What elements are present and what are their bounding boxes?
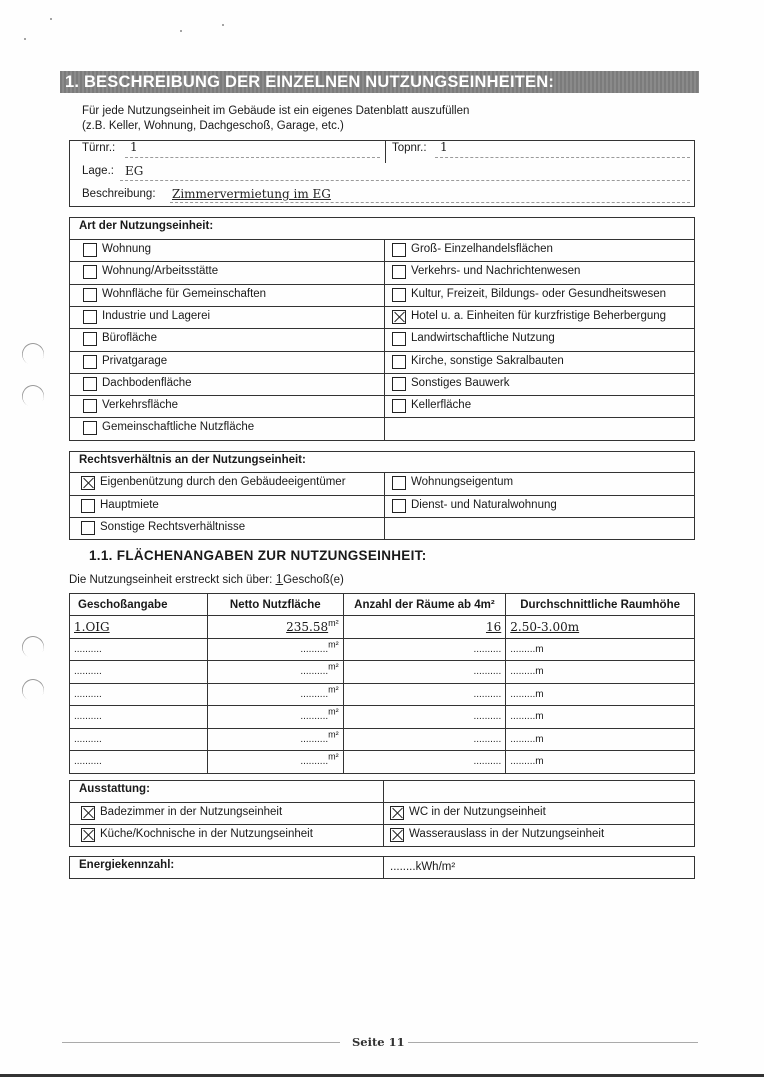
table-cell <box>343 706 506 729</box>
punch-hole-mark <box>18 339 48 369</box>
fill-line <box>125 157 380 158</box>
recht-option-label: Wohnungseigentum <box>411 476 514 488</box>
recht-option-label: Sonstige Rechtsverhältnisse <box>100 521 246 533</box>
divider <box>69 373 695 374</box>
recht-option-checkbox[interactable] <box>81 476 95 490</box>
flaeche-value[interactable]: .......... <box>300 756 329 768</box>
beschreibung-label: Beschreibung: <box>82 188 156 200</box>
unit-m2: m² <box>328 661 339 672</box>
table-row <box>70 706 695 729</box>
flaeche-value[interactable]: .......... <box>300 733 329 745</box>
art-option-label: Verkehrsfläche <box>102 399 179 412</box>
divider <box>69 351 695 352</box>
geschoss-value[interactable]: .......... <box>74 643 102 655</box>
intro-line: Für jede Nutzungseinheit im Gebäude ist ein eigenes Datenblatt auszufüllen <box>82 105 470 117</box>
ausstattung-option-label: Wasserauslass in der Nutzungseinheit <box>409 828 605 840</box>
footer-rule <box>62 1042 340 1043</box>
art-option-label: Kirche, sonstige Sakralbauten <box>411 354 564 367</box>
art-option-label: Wohnung <box>102 243 152 255</box>
divider <box>384 239 385 441</box>
art-option-label: Dachbodenfläche <box>102 376 192 389</box>
geschoss-value[interactable]: 1.OIG <box>74 619 110 634</box>
table-cell <box>506 728 695 751</box>
raeume-value[interactable]: .......... <box>473 711 502 723</box>
unit-m2: m² <box>328 684 339 695</box>
energie-unit: kWh/m² <box>415 861 456 873</box>
hoehe-value[interactable]: .........m <box>510 688 544 700</box>
art-option-checkbox[interactable] <box>83 355 97 369</box>
divider <box>69 417 695 418</box>
table-cell <box>506 616 695 639</box>
divider <box>69 472 695 473</box>
fill-line <box>435 157 690 158</box>
geschoss-value[interactable]: .......... <box>74 756 102 768</box>
ausstattung-option-checkbox[interactable] <box>390 828 404 842</box>
table-cell <box>70 751 208 774</box>
tuernr-value[interactable]: 1 <box>130 140 138 154</box>
art-option-checkbox[interactable] <box>83 332 97 346</box>
ausstattung-option-checkbox[interactable] <box>81 828 95 842</box>
divider <box>384 472 385 540</box>
fill-line <box>120 180 690 181</box>
divider <box>69 517 695 518</box>
art-option-checkbox[interactable] <box>83 399 97 413</box>
recht-option-checkbox[interactable] <box>392 499 406 513</box>
table-cell <box>343 751 506 774</box>
divider <box>69 306 695 307</box>
table-cell <box>506 661 695 684</box>
id-block <box>69 140 695 207</box>
table-cell <box>207 616 343 639</box>
table-cell <box>506 683 695 706</box>
art-option-label: Industrie und Lagerei <box>102 309 211 322</box>
raeume-value[interactable]: .......... <box>473 756 502 768</box>
art-option-label: Kultur, Freizeit, Bildungs- oder Gesundheitswesen <box>411 287 667 300</box>
scan-speck <box>180 30 182 32</box>
unit-m2: m² <box>328 729 339 740</box>
spans-value[interactable]: 1 <box>275 572 284 586</box>
hoehe-value[interactable]: .........m <box>510 733 544 745</box>
unit-m2: m² <box>328 617 339 628</box>
art-option-checkbox[interactable] <box>83 288 97 302</box>
intro-line: (z.B. Keller, Wohnung, Dachgeschoß, Garage, etc.) <box>82 120 344 132</box>
table-cell <box>70 706 208 729</box>
art-option-label: Kellerfläche <box>411 399 472 412</box>
scan-speck <box>222 24 224 26</box>
art-option-checkbox[interactable] <box>392 265 406 279</box>
raeume-value[interactable]: .......... <box>473 643 502 655</box>
table-row <box>70 751 695 774</box>
table-cell <box>70 661 208 684</box>
table-cell <box>506 751 695 774</box>
art-option-label: Privatgarage <box>102 354 168 367</box>
spans-unit: Geschoß(e) <box>283 574 344 586</box>
raeume-value[interactable]: .......... <box>473 688 502 700</box>
raeume-value[interactable]: .......... <box>473 666 502 678</box>
art-option-label: Gemeinschaftliche Nutzfläche <box>102 421 255 434</box>
art-option-label: Verkehrs- und Nachrichtenwesen <box>411 265 581 278</box>
ausstattung-option-checkbox[interactable] <box>390 806 404 820</box>
energie-value: ........ <box>390 861 416 873</box>
art-title: Art der Nutzungseinheit: <box>79 220 214 232</box>
divider <box>385 140 386 163</box>
flaeche-value[interactable]: .......... <box>300 666 329 678</box>
ausstattung-option-label: Küche/Kochnische in der Nutzungseinheit <box>100 828 313 840</box>
tuernr-label: Türnr.: <box>82 142 116 154</box>
col-header: Anzahl der Räume ab 4m² <box>343 594 506 616</box>
hoehe-value[interactable]: .........m <box>510 666 544 678</box>
table-cell <box>70 638 208 661</box>
table-cell <box>343 661 506 684</box>
table-cell <box>343 638 506 661</box>
table-cell <box>207 728 343 751</box>
energie-field[interactable] <box>390 861 455 873</box>
art-option-label: Wohnung/Arbeitsstätte <box>102 265 219 278</box>
hoehe-value[interactable]: .........m <box>510 711 544 723</box>
table-cell <box>343 616 506 639</box>
ausstattung-option-label: Badezimmer in der Nutzungseinheit <box>100 806 283 818</box>
col-header: Geschoßangabe <box>70 594 208 616</box>
art-option-label: Bürofläche <box>102 332 157 345</box>
recht-option-label: Eigenbenützung durch den Gebäudeeigentümer <box>100 476 346 488</box>
unit-m2: m² <box>328 639 339 650</box>
art-option-checkbox[interactable] <box>83 243 97 257</box>
table-cell <box>207 638 343 661</box>
topnr-value[interactable]: 1 <box>440 140 448 154</box>
fill-line <box>170 202 690 203</box>
punch-hole-mark <box>18 675 48 705</box>
punch-hole-mark <box>18 381 48 411</box>
divider <box>69 495 695 496</box>
recht-title: Rechtsverhältnis an der Nutzungseinheit: <box>79 454 306 466</box>
col-header: Netto Nutzfläche <box>207 594 343 616</box>
scan-edge <box>0 1074 764 1077</box>
art-option-label: Groß- Einzelhandelsflächen <box>411 243 553 255</box>
art-option-checkbox[interactable] <box>392 310 406 324</box>
lage-value[interactable]: EG <box>125 164 144 178</box>
col-header: Durchschnittliche Raumhöhe <box>506 594 695 616</box>
recht-option-checkbox[interactable] <box>392 476 406 490</box>
hoehe-value[interactable]: .........m <box>510 756 544 768</box>
divider <box>69 395 695 396</box>
art-option-checkbox[interactable] <box>392 355 406 369</box>
table-row <box>70 616 695 639</box>
ausstattung-title: Ausstattung: <box>79 783 150 795</box>
section-banner: 1. BESCHREIBUNG DER EINZELNEN NUTZUNGSEINHEITEN: <box>60 71 699 93</box>
table-row <box>70 661 695 684</box>
recht-option-label: Hauptmiete <box>100 498 159 511</box>
table-cell <box>207 706 343 729</box>
table-cell <box>207 661 343 684</box>
table-cell <box>343 728 506 751</box>
lage-label: Lage.: <box>82 165 114 177</box>
divider <box>69 328 695 329</box>
hoehe-value[interactable]: .........m <box>510 643 544 655</box>
spans-label: Die Nutzungseinheit erstreckt sich über: <box>69 574 276 586</box>
intro-text <box>82 104 469 134</box>
scan-speck <box>24 38 26 40</box>
raeume-value[interactable]: 16 <box>485 619 502 634</box>
art-option-label: Wohnfläche für Gemeinschaften <box>102 287 267 300</box>
table-header-row <box>70 594 695 616</box>
unit-m2: m² <box>328 751 339 762</box>
hoehe-value[interactable]: 2.50-3.00m <box>510 619 580 634</box>
geschoss-span-line <box>69 572 344 586</box>
divider <box>69 802 695 803</box>
flaeche-value[interactable]: .......... <box>300 711 329 723</box>
table-cell <box>207 751 343 774</box>
divider <box>69 824 695 825</box>
energie-title: Energiekennzahl: <box>79 859 175 871</box>
flaeche-value[interactable]: .......... <box>300 643 329 655</box>
flaechen-heading: 1.1. FLÄCHENANGABEN ZUR NUTZUNGSEINHEIT: <box>89 548 427 563</box>
divider <box>69 261 695 262</box>
unit-m2: m² <box>328 706 339 717</box>
table-cell <box>343 683 506 706</box>
geschoss-value[interactable]: .......... <box>74 733 102 745</box>
geschoss-value[interactable]: .......... <box>74 688 102 700</box>
art-option-checkbox[interactable] <box>392 288 406 302</box>
art-option-checkbox[interactable] <box>392 243 406 257</box>
footer-rule <box>408 1042 698 1043</box>
table-cell <box>70 683 208 706</box>
topnr-label: Topnr.: <box>392 142 427 154</box>
art-option-label: Sonstiges Bauwerk <box>411 376 510 389</box>
art-option-label: Landwirtschaftliche Nutzung <box>411 332 555 345</box>
punch-hole-mark <box>18 632 48 662</box>
geschoss-value[interactable]: .......... <box>74 666 102 678</box>
divider <box>383 780 384 847</box>
table-cell <box>70 616 208 639</box>
scan-speck <box>50 18 52 20</box>
art-option-checkbox[interactable] <box>83 310 97 324</box>
table-cell <box>70 728 208 751</box>
ausstattung-option-checkbox[interactable] <box>81 806 95 820</box>
beschreibung-value[interactable]: Zimmervermietung im EG <box>172 187 331 201</box>
recht-option-checkbox[interactable] <box>81 499 95 513</box>
art-option-checkbox[interactable] <box>392 332 406 346</box>
table-row <box>70 683 695 706</box>
geschoss-value[interactable]: .......... <box>74 711 102 723</box>
table-cell <box>207 683 343 706</box>
table-row <box>70 638 695 661</box>
table-body <box>70 616 695 774</box>
divider <box>383 856 384 879</box>
recht-option-checkbox[interactable] <box>81 521 95 535</box>
divider <box>69 239 695 240</box>
art-option-checkbox[interactable] <box>83 265 97 279</box>
ausstattung-option-label: WC in der Nutzungseinheit <box>409 806 546 818</box>
flaechen-table <box>69 593 695 774</box>
art-option-checkbox[interactable] <box>83 377 97 391</box>
recht-option-label: Dienst- und Naturalwohnung <box>411 498 557 511</box>
art-option-checkbox[interactable] <box>392 377 406 391</box>
art-option-checkbox[interactable] <box>83 421 97 435</box>
art-option-checkbox[interactable] <box>392 399 406 413</box>
raeume-value[interactable]: .......... <box>473 733 502 745</box>
flaeche-value[interactable]: .......... <box>300 688 329 700</box>
table-cell <box>506 638 695 661</box>
art-option-label: Hotel u. a. Einheiten für kurzfristige Beherbergung <box>411 309 667 322</box>
flaeche-value[interactable]: 235.58 <box>286 619 329 634</box>
page-number: Seite 11 <box>352 1035 405 1049</box>
table-cell <box>506 706 695 729</box>
table-row <box>70 728 695 751</box>
divider <box>69 284 695 285</box>
